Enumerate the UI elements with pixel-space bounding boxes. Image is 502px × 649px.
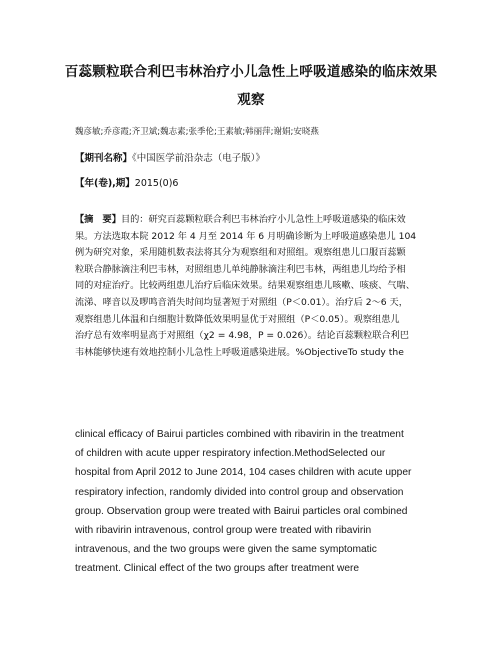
abstract-line: 粒联合静脉滴注利巴韦林，对照组患儿单纯静脉滴注利巴韦林，两组患儿均给予相 <box>75 263 406 275</box>
abstract-en-line: treatment. Clinical effect of the two groups after treatment were <box>75 563 360 575</box>
article-title-line-2: 观察 <box>237 92 265 108</box>
abstract-english <box>75 425 435 579</box>
journal-name-label: 【期刊名称】 <box>75 153 133 164</box>
abstract-en-line: respiratory infection, randomly divided into control group and observation <box>75 486 404 498</box>
abstract-line: 观察组患儿体温和白细胞计数降低效果明显优于对照组（P＜0.05）。观察组患儿 <box>75 313 400 325</box>
abstract-line: 同的对症治疗。比较两组患儿治疗后临床效果。结果观察组患儿咳嗽、咳痰、气喘、 <box>75 280 415 292</box>
journal-name-row <box>75 152 265 166</box>
abstract-line: 治疗总有效率明显高于对照组（χ2 = 4.98，P = 0.026）。结论百蕊颗粒联合利巴 <box>75 330 409 342</box>
abstract-line: 流涕、哮音以及啰鸣音消失时间均显著短于对照组（P＜0.01）。治疗后 2～6 天， <box>75 296 408 308</box>
abstract-label: 【摘 要】 <box>75 214 121 225</box>
abstract-en-line: hospital from April 2012 to June 2014, 104 cases children with acute upper <box>75 467 412 479</box>
year-volume-issue-value: 2015(0)6 <box>134 178 179 189</box>
abstract-en-line: clinical efficacy of Bairui particles combined with ribavirin in the treatment <box>75 429 404 440</box>
abstract-line: 果。方法选取本院 2012 年 4 月至 2014 年 6 月明确诊断为上呼吸道感染患儿 104 <box>75 230 417 242</box>
abstract-en-line: with ribavirin intravenous, control group were treated with ribavirin <box>75 525 372 537</box>
article-title-line-1: 百蕊颗粒联合利巴韦林治疗小儿急性上呼吸道感染的临床效果 <box>64 64 438 80</box>
abstract-line: 【摘 要】目的：研究百蕊颗粒联合利巴韦林治疗小儿急性上呼吸道感染的临床效 <box>75 214 406 225</box>
abstract-en-line: of children with acute upper respiratory infection.MethodSelected our <box>75 448 386 460</box>
abstract-line: 韦林能够快速有效地控制小儿急性上呼吸道感染进展。%ObjectiveTo study the <box>75 346 404 358</box>
abstract-chinese <box>75 212 435 361</box>
abstract-line: 例为研究对象，采用随机数表法将其分为观察组和对照组。观察组患儿口服百蕊颗 <box>75 247 406 259</box>
year-volume-issue-label: 【年(卷),期】 <box>75 178 135 189</box>
author-list: 魏彦敏;乔彦霞;齐卫斌;魏志素;张季伦;王素敏;韩丽萍;谢娟;安晓燕 <box>75 127 319 137</box>
year-volume-issue-row <box>75 177 178 191</box>
abstract-en-line: group. Observation group were treated with Bairui particles oral combined <box>75 505 408 517</box>
abstract-en-line: intravenous, and the two groups were given the same symptomatic <box>75 544 377 556</box>
journal-name-value: 《中国医学前沿杂志（电子版）》 <box>132 153 266 164</box>
